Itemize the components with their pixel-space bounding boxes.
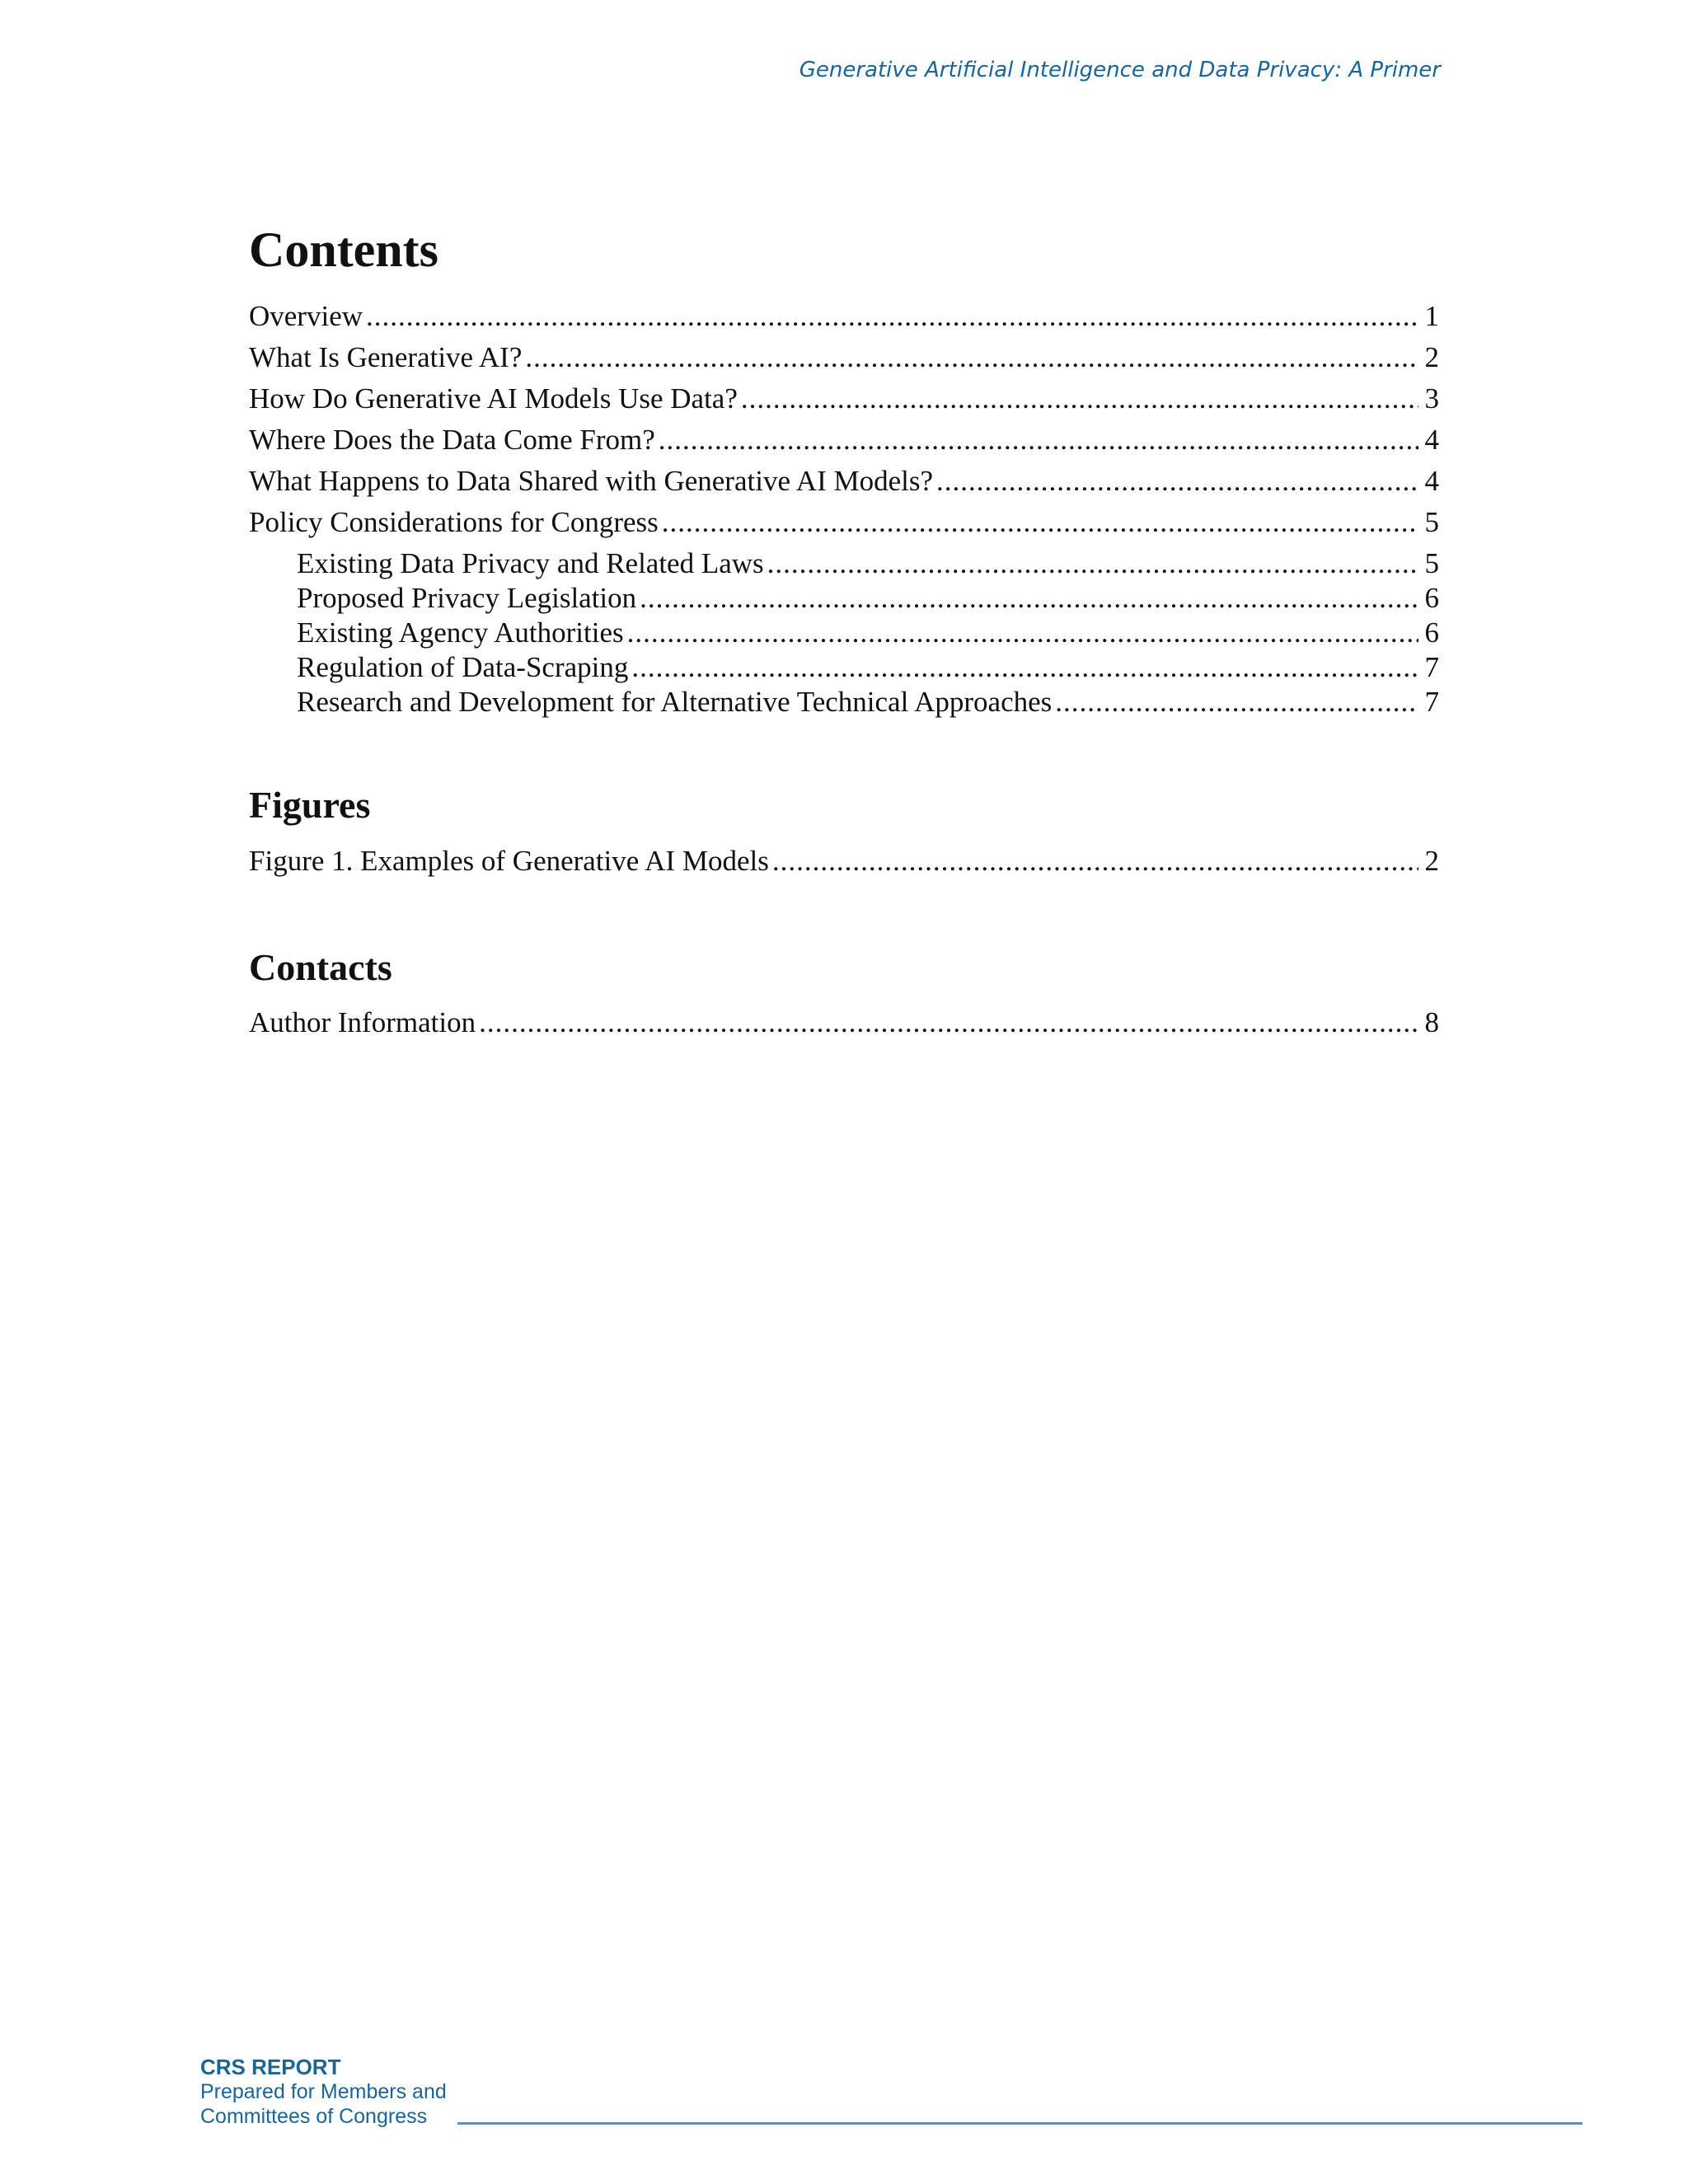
toc-entry-page: 7 <box>1424 651 1439 683</box>
contents-list <box>249 300 1439 720</box>
toc-entry-page: 1 <box>1424 300 1439 332</box>
toc-entry-page: 7 <box>1424 686 1439 718</box>
toc-entry-label: Policy Considerations for Congress <box>249 506 659 538</box>
toc-entry-regulation-of-data-scraping[interactable] <box>249 651 1439 686</box>
crs-report-footer <box>200 2055 447 2129</box>
dot-leader <box>479 1006 1418 1039</box>
toc-entry-proposed-privacy-legislation[interactable] <box>249 582 1439 616</box>
toc-entry-research-and-development[interactable] <box>249 686 1439 720</box>
toc-entry-label: Where Does the Data Come From? <box>249 424 655 456</box>
toc-entry-existing-agency-authorities[interactable] <box>249 616 1439 651</box>
toc-entry-overview[interactable] <box>249 300 1439 341</box>
contacts-list <box>249 1006 1439 1047</box>
toc-entry-page: 6 <box>1424 582 1439 614</box>
toc-entry-page: 3 <box>1424 382 1439 415</box>
toc-entry-figure-1[interactable] <box>249 845 1439 886</box>
toc-entry-page: 4 <box>1424 465 1439 497</box>
toc-entry-page: 8 <box>1424 1006 1439 1039</box>
figures-list <box>249 845 1439 886</box>
toc-entry-page: 6 <box>1424 616 1439 649</box>
contents-heading: Contents <box>249 223 439 277</box>
toc-entry-label: Regulation of Data-Scraping <box>297 651 629 683</box>
toc-entry-policy-considerations[interactable] <box>249 506 1439 547</box>
toc-entry-label: Existing Data Privacy and Related Laws <box>297 547 764 579</box>
footer-title: CRS REPORT <box>200 2055 341 2079</box>
toc-entry-page: 2 <box>1424 341 1439 373</box>
toc-entry-label: How Do Generative AI Models Use Data? <box>249 382 738 415</box>
toc-entry-what-is-generative-ai[interactable] <box>249 341 1439 382</box>
figures-heading: Figures <box>249 784 371 826</box>
toc-entry-label: What Happens to Data Shared with Generative AI Models? <box>249 465 934 497</box>
dot-leader <box>1055 686 1418 719</box>
dot-leader <box>767 547 1418 580</box>
toc-entry-label: Research and Development for Alternative Technical Approaches <box>297 686 1053 718</box>
dot-leader <box>662 506 1418 539</box>
toc-entry-label: Existing Agency Authorities <box>297 616 624 649</box>
running-header-title: Generative Artificial Intelligence and Data Privacy: A Primer <box>799 58 1441 82</box>
dot-leader <box>741 382 1418 415</box>
dot-leader <box>366 300 1418 333</box>
dot-leader <box>936 465 1418 498</box>
dot-leader <box>631 651 1418 684</box>
toc-entry-label: What Is Generative AI? <box>249 341 523 373</box>
contacts-heading: Contacts <box>249 945 392 988</box>
toc-entry-label: Author Information <box>249 1006 476 1039</box>
toc-entry-author-information[interactable] <box>249 1006 1439 1047</box>
toc-entry-page: 4 <box>1424 424 1439 456</box>
toc-entry-existing-privacy-laws[interactable] <box>249 547 1439 582</box>
toc-entry-page: 2 <box>1424 844 1439 877</box>
toc-entry-label: Proposed Privacy Legislation <box>297 582 637 614</box>
toc-entry-page: 5 <box>1424 506 1439 538</box>
dot-leader <box>659 424 1418 457</box>
toc-entry-page: 5 <box>1424 547 1439 579</box>
footer-line-2: Committees of Congress <box>200 2105 428 2128</box>
contacts-section <box>249 947 1439 1048</box>
toc-entry-how-models-use-data[interactable] <box>249 382 1439 424</box>
footer-line-1: Prepared for Members and <box>200 2080 447 2103</box>
dot-leader <box>525 341 1418 374</box>
dot-leader <box>627 616 1418 649</box>
toc-entry-what-happens-to-data[interactable] <box>249 465 1439 506</box>
toc-entry-label: Overview <box>249 300 363 332</box>
contents-section <box>249 223 1439 720</box>
toc-entry-label: Figure 1. Examples of Generative AI Models <box>249 844 769 877</box>
figures-section <box>249 785 1439 886</box>
document-body <box>249 223 1439 1047</box>
footer-divider <box>457 2122 1582 2125</box>
toc-entry-where-data-comes-from[interactable] <box>249 424 1439 465</box>
dot-leader <box>640 582 1418 615</box>
dot-leader <box>772 845 1418 878</box>
